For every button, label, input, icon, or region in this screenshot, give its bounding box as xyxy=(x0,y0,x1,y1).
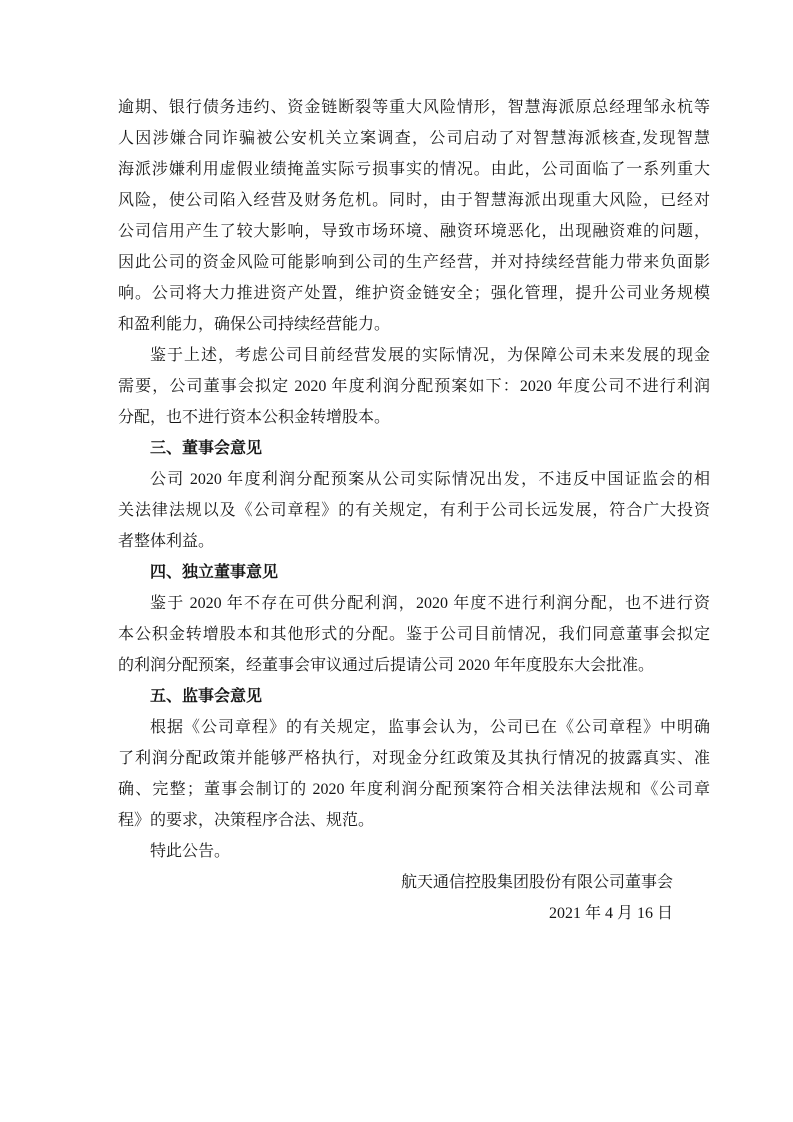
text-line: 风险，使公司陷入经营及财务危机。同时，由于智慧海派出现重大风险，已经对 xyxy=(118,192,710,209)
text-line: 鉴于 2020 年不存在可供分配利润，2020 年度不进行利润分配，也不进行资 xyxy=(150,595,710,612)
text-line: 海派涉嫌利用虚假业绩掩盖实际亏损事实的情况。由此，公司面临了一系列重大 xyxy=(118,161,710,178)
text-line: 关法律法规以及《公司章程》的有关规定，有利于公司长远发展，符合广大投资 xyxy=(118,502,710,519)
section-heading: 三、董事会意见 xyxy=(150,440,263,457)
text-line: 公司信用产生了较大影响，导致市场环境、融资环境恶化，出现融资难的问题， xyxy=(118,223,710,240)
section-heading: 五、监事会意见 xyxy=(150,688,263,705)
para-board-opinion xyxy=(118,464,710,557)
para-supervisory-board-opinion xyxy=(118,712,710,836)
text-line: 本公积金转增股本和其他形式的分配。鉴于公司目前情况，我们同意董事会拟定 xyxy=(118,626,710,643)
signature-block xyxy=(118,867,710,929)
para-closing-statement xyxy=(118,836,710,867)
text-line: 逾期、银行债务违约、资金链断裂等重大风险情形，智慧海派原总经理邹永杭等 xyxy=(118,99,710,116)
para-risk-situation-continued xyxy=(118,92,710,340)
heading-board-opinion xyxy=(118,433,710,464)
text-line: 因此公司的资金风险可能影响到公司的生产经营，并对持续经营能力带来负面影 xyxy=(118,254,710,271)
text-line: 人因涉嫌合同诈骗被公安机关立案调查，公司启动了对智慧海派核查,发现智慧 xyxy=(118,130,710,147)
text-line: 需要，公司董事会拟定 2020 年度利润分配预案如下：2020 年度公司不进行利润 xyxy=(118,378,710,395)
text-line: 者整体利益。 xyxy=(118,533,215,550)
para-independent-directors-opinion xyxy=(118,588,710,681)
para-distribution-proposal xyxy=(118,340,710,433)
text-line: 分配，也不进行资本公积金转增股本。 xyxy=(118,409,391,426)
signature-line: 2021 年 4 月 16 日 xyxy=(548,905,673,922)
text-line: 程》的要求，决策程序合法、规范。 xyxy=(118,812,375,829)
text-line: 的利润分配预案，经董事会审议通过后提请公司 2020 年年度股东大会批准。 xyxy=(118,657,655,674)
text-line: 确、完整；董事会制订的 2020 年度利润分配预案符合相关法律法规和《公司章 xyxy=(118,781,710,798)
text-line: 和盈利能力，确保公司持续经营能力。 xyxy=(118,316,391,333)
signature-line: 航天通信控股集团股份有限公司董事会 xyxy=(400,874,673,891)
text-line: 了利润分配政策并能够严格执行，对现金分红政策及其执行情况的披露真实、准 xyxy=(118,750,710,767)
section-heading: 四、独立董事意见 xyxy=(150,564,279,581)
text-line: 特此公告。 xyxy=(150,843,231,860)
heading-supervisory-board-opinion xyxy=(118,681,710,712)
text-line: 公司 2020 年度利润分配预案从公司实际情况出发，不违反中国证监会的相 xyxy=(150,471,710,488)
document-body xyxy=(118,92,710,929)
text-line: 鉴于上述，考虑公司目前经营发展的实际情况，为保障公司未来发展的现金 xyxy=(150,347,710,364)
text-line: 根据《公司章程》的有关规定，监事会认为，公司已在《公司章程》中明确 xyxy=(150,719,710,736)
text-line: 响。公司将大力推进资产处置，维护资金链安全；强化管理，提升公司业务规模 xyxy=(118,285,710,302)
heading-independent-directors-opinion xyxy=(118,557,710,588)
